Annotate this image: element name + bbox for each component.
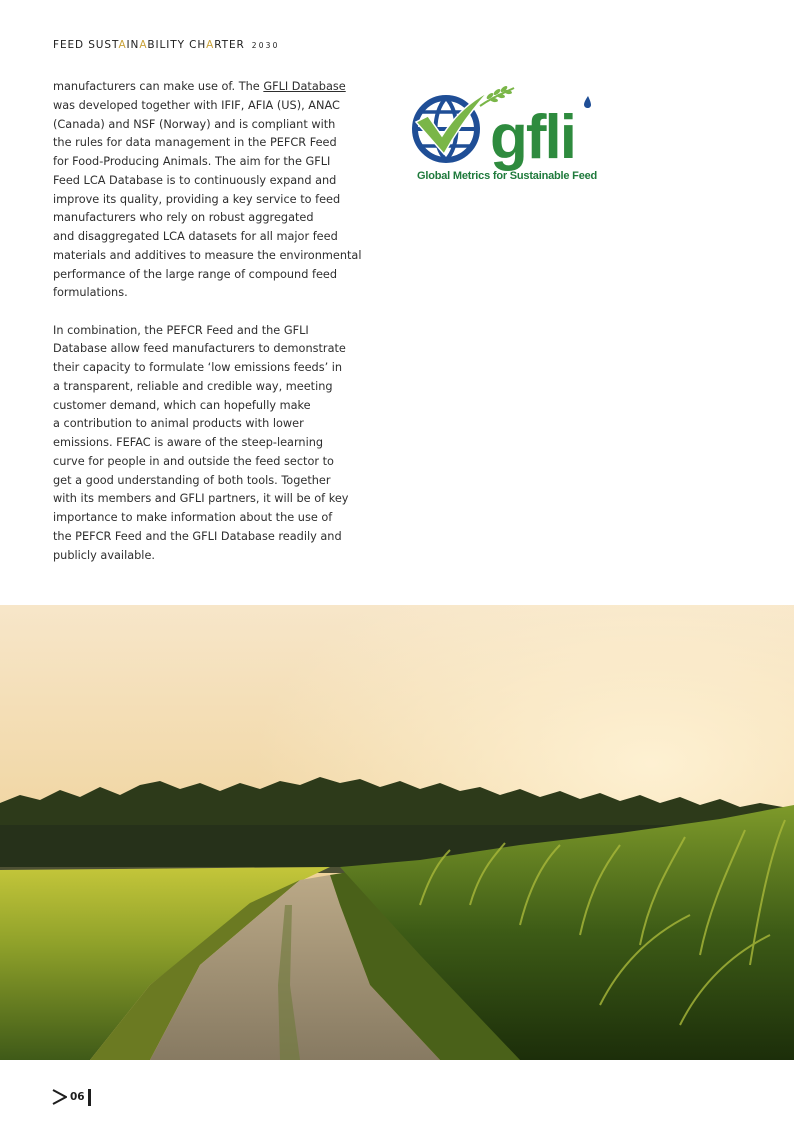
text-line: for Food-Producing Animals. The aim for the GFLI xyxy=(53,155,331,168)
publication-year: 2030 xyxy=(251,41,280,50)
text-line: publicly available. xyxy=(53,548,155,562)
text-line: curve for people in and outside the feed sector to xyxy=(53,454,334,468)
text-fragment: manufacturers can make use of. The xyxy=(53,80,264,93)
title-part: FEED SUST xyxy=(53,39,119,51)
text-line: with its members and GFLI partners, it will be of key xyxy=(53,492,349,506)
text-line: improve its quality, providing a key service to feed xyxy=(53,192,341,206)
article-body xyxy=(53,78,389,565)
text-line: get a good understanding of both tools. Together xyxy=(53,473,331,487)
title-accent-a: A xyxy=(118,39,127,51)
text-line xyxy=(53,78,389,97)
text-line: was developed together with IFIF, AFIA (US), ANAC xyxy=(53,98,340,112)
gfli-wordmark: gfli xyxy=(490,103,575,172)
gfli-database-link[interactable]: GFLI Database xyxy=(263,80,346,93)
paragraph-gfli-database xyxy=(53,78,389,303)
text-line: the PEFCR Feed and the GFLI Database readily and xyxy=(53,529,342,543)
text-line: and disaggregated LCA datasets for all major feed xyxy=(53,230,338,243)
text-line: materials and additives to measure the environmental xyxy=(53,248,362,262)
text-line: their capacity to formulate ‘low emissions feeds’ in xyxy=(53,361,343,374)
publication-title xyxy=(53,39,245,51)
page-number-bar xyxy=(88,1089,91,1106)
droplet-icon xyxy=(584,96,591,108)
logo-tagline: Global Metrics for Sustainable Feed xyxy=(417,170,598,182)
title-accent-a: A xyxy=(139,39,148,51)
title-part: IN xyxy=(126,39,140,51)
text-line: In combination, the PEFCR Feed and the GFLI xyxy=(53,323,309,337)
text-line: performance of the large range of compound feed xyxy=(53,267,338,281)
text-line: Database allow feed manufacturers to demonstrate xyxy=(53,342,346,356)
text-line: Feed LCA Database is to continuously expand and xyxy=(53,173,337,187)
text-line: importance to make information about the use of xyxy=(53,511,333,524)
text-line: (Canada) and NSF (Norway) and is compliant with xyxy=(53,117,336,131)
text-line: a contribution to animal products with lower xyxy=(53,417,304,431)
chevron-right-icon xyxy=(52,1089,67,1105)
landscape-photo xyxy=(0,605,794,1060)
page-header xyxy=(53,39,280,53)
text-line: emissions. FEFAC is aware of the steep-learning xyxy=(53,436,324,449)
text-line: manufacturers who rely on robust aggregated xyxy=(53,211,314,225)
page-footer xyxy=(52,1087,91,1107)
title-part: RTER xyxy=(214,39,245,51)
page-number: 06 xyxy=(70,1091,85,1103)
text-line: formulations. xyxy=(53,286,128,300)
title-part: BILITY CH xyxy=(147,39,207,51)
text-line: customer demand, which can hopefully make xyxy=(53,398,311,412)
paragraph-pefcr-combination xyxy=(53,322,389,566)
title-accent-a: A xyxy=(206,39,215,51)
gfli-logo xyxy=(410,84,600,184)
text-line: the rules for data management in the PEFCR Feed xyxy=(53,136,337,150)
text-line: a transparent, reliable and credible way, meeting xyxy=(53,379,333,393)
